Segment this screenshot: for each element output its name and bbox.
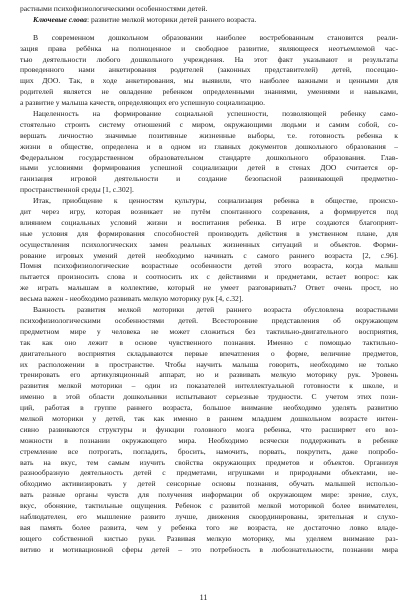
line-text: так как оно лежит в основе чувственного познания. Именно с помощью тактильно- [20,337,398,347]
line-text: предметном мире у человека не может сложиться без тактильно-двигательного восприятия, [20,326,398,336]
line-text: мелкой моторики у детей, так как именно в раннем младшем дошкольном возрасте интен- [20,413,398,423]
line-text: весьма важен - необходимо развивать мелкую моторику рук [4, с.32]. [20,294,244,304]
text-line [20,87,398,98]
line-text: ций, работая в группе раннего возраста, большое внимание необходимо уделять развитию [20,403,398,413]
text-line [20,240,398,251]
text-line [20,33,398,44]
line-text: же играть малышам в коллективе, который не умеет разговаривать? Ответ очень прост, но [20,283,398,293]
line-text: вать на вкус, тем самым изучить свойства окружающих предметов и объектов. Организуя [20,457,398,467]
line-text: разнообразную деятельность детей с предметами, игрушками и природными объектами, не- [20,468,398,478]
text-line [20,185,398,196]
text-line [20,305,398,316]
line-text: их расположении в пространстве. Чтобы научить малыша говорить, необходимо не только [20,359,398,369]
text-line [20,55,398,66]
text-line [20,327,398,338]
text-line [20,251,398,262]
line-text: рование игровых умений детей необходимо начинать с самого раннего возраста [2, с.96]. [20,250,398,260]
line-text: : развитие мелкой моторики детей раннего возраста. [86,14,257,24]
text-line [20,349,398,360]
line-text: психофизиологическими особенностями детей. Всесторонние представления об окружающем [20,315,398,325]
line-text: двигательного восприятия складываются первые впечатления о форме, величине предметов, [20,348,398,358]
text-line [20,479,398,490]
page-number: 11 [199,593,208,602]
line-text: ными условиями формирования успешной социализации детей в стенах ДОО считается ор- [20,163,398,173]
text-line [20,545,398,556]
text-line [20,65,398,76]
line-text: Нацеленность на формирование социальной успешности, позволяющей ребенку само- [33,109,398,119]
line-text: проведенного нами анкетирования родителей (законных представителей) детей, посещаю- [20,65,398,75]
text-line [20,490,398,501]
line-text: тью деятельности любого дошкольного учреждения. На этот факт указывают и результаты [20,54,398,64]
paragraph-gap [20,26,398,33]
line-text: Помня психофизиологические возрастные особенности детей этого возраста, когда малыш [20,261,398,271]
line-text: наблюдателен, его мышление развито лучше, движения скоординированы, зрительная и слухо- [20,511,398,521]
text-line [20,131,398,142]
text-line [20,4,398,15]
text-line [20,283,398,294]
text-line [20,414,398,425]
line-text: дит через игру, которая возникает не путём спонтанного созревания, а формируется под [20,207,398,217]
line-text: щих ДОО. Так, в ходе анкетирования, мы выявили, что наиболее важными и ценными для [20,76,398,86]
text-line [20,458,398,469]
text-line [20,207,398,218]
text-line [20,261,398,272]
text-line [20,76,398,87]
line-text: Важность развития мелкой моторики детей раннего возраста обусловлена возрастными [33,305,398,315]
text-line [20,218,398,229]
text-line [20,392,398,403]
line-text: стремление все потрогать, погладить, бросить, намочить, порвать, покрутить, даже попробо- [20,446,398,456]
text-line [20,98,398,109]
line-text: вать разные органы чувств для получения информации об окружающем мире: зрение, слух, [20,490,398,500]
line-text: вкус, обоняние, тактильные ощущения. Ребенок с развитой мелкой моторикой более внимателен, [20,501,398,511]
line-text: родителей является не овладение ребенком определенными знаниями, умениями и навыками, [20,87,398,97]
line-text: жизни в обществе, определена и в одном из главных документов дошкольного образования – [20,141,398,151]
line-text: пытается произносить слова и соотносить их с действиями и предметами, встает вопрос: как [20,272,398,282]
line-text: осуществления психологических замен реальных жизненных ситуаций и объектов. Форми- [20,239,398,249]
line-text: растными психофизиологическими особенностями детей. [20,4,208,13]
text-line [20,316,398,327]
line-text: сивно развиваются структуры и функции головного мозга ребенка, что расширяет его воз- [20,424,398,434]
text-line [20,381,398,392]
text-line [20,360,398,371]
text-body [20,4,398,556]
line-text: вершать личностно значимые позитивные жизненные выборы, т.е. готовность ребенка к [20,130,398,140]
text-line [20,272,398,283]
line-text: Итак, приобщение к ценностям культуры, социализация ребенка в обществе, происхо- [33,196,398,206]
line-text: ющего собственной кистью руки. Развивая мелкую моторику, мы уделяем внимание раз- [20,533,398,543]
text-line [20,153,398,164]
text-line [20,468,398,479]
text-line [20,425,398,436]
text-line [20,163,398,174]
line-text: стоятельно строить систему отношений с миром, окружающими людьми и самим собой, со- [20,119,398,129]
keywords-label: Ключевые слова [33,14,87,24]
line-text: вая память более развита, чем у ребенка того же возраста, не достаточно ловко владе- [20,522,398,532]
text-line [20,501,398,512]
line-text: тренировать его артикуляционный аппарат, но и развивать мелкую моторику рук. Уровень [20,370,398,380]
line-text: именно в этой области дошкольники испытывают серьезные трудности. С учетом этих пози- [20,392,398,402]
text-line [20,294,398,305]
text-line [20,229,398,240]
line-text: ганизация игровой деятельности и создание безопасной развивающей предметно- [20,174,398,184]
text-line [20,370,398,381]
text-line [20,44,398,55]
line-text: обходимо активизировать у детей сенсорные основы познания, обучать малышей использо- [20,479,398,489]
text-line [20,403,398,414]
line-text: влиянием социальных условий жизни и воспитания ребенка. В игре создаются благоприят- [20,217,398,227]
text-line [20,109,398,120]
line-text: пространственной среды [1, с.302]. [20,185,134,195]
line-text: можности в познании окружающего мира. Необходимо всячески поддерживать в ребенке [20,435,398,445]
line-text: ные условия для формирования способностей производить действия в умственном плане, для [20,228,398,238]
line-text: витию и мотивационной сферы детей – это потребность в любознательности, познании мира [20,544,398,554]
text-line [20,174,398,185]
text-line [20,436,398,447]
text-line [20,534,398,545]
text-line [20,120,398,131]
text-line [20,523,398,534]
text-line [20,447,398,458]
text-line [20,142,398,153]
text-line [20,512,398,523]
text-line [20,338,398,349]
line-text: а развитие у малыша качеств, определяющих его успешную социализацию. [20,98,265,108]
text-line [20,196,398,207]
line-text: Федеральном государственном образовательном стандарте дошкольного образования. Глав- [20,152,398,162]
text-line [20,15,398,26]
line-text: В современном дошкольном образовании наиболее востребованным становится реали- [33,32,398,42]
line-text: зация права ребёнка на полноценное и свободное развитие, являющееся неотъемлемой час- [20,43,398,53]
line-text: развития мелкой моторики – один из показателей интеллектуальной готовности к школе, и [20,381,398,391]
